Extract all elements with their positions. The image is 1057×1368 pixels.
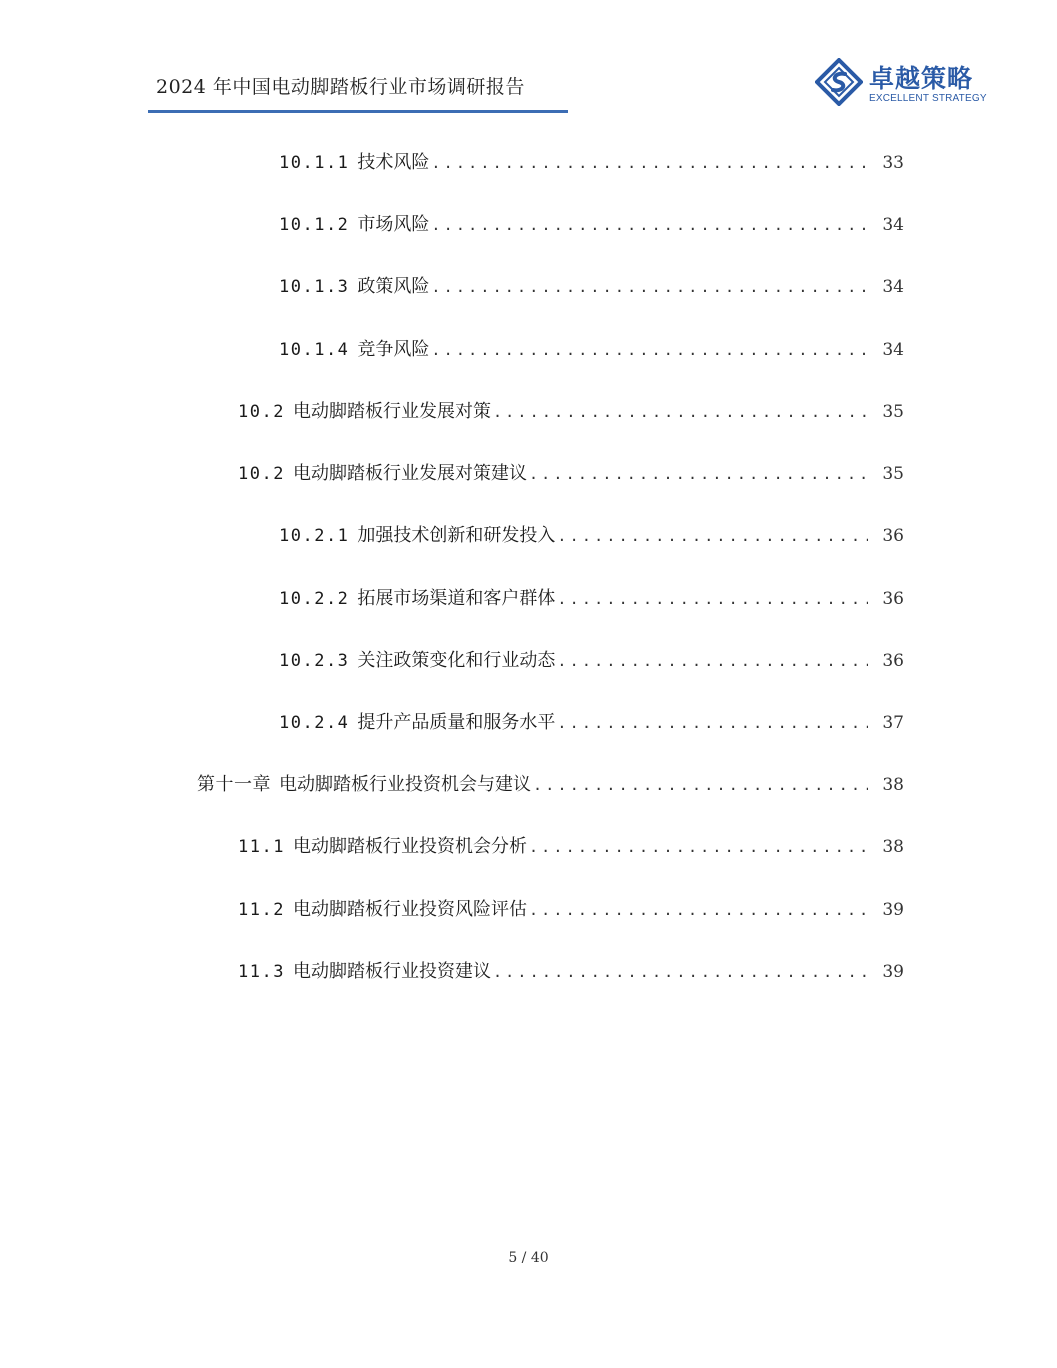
toc-entry-page: 39 [882,962,904,982]
toc-leader-dots [557,584,868,614]
toc-leader-dots [529,895,868,925]
toc-entry-page: 35 [882,402,904,422]
toc-leader-dots [493,957,868,987]
toc-entry-title: 关注政策变化和行业动态 [357,650,556,671]
toc-entry-number: 10.2 [238,464,285,484]
toc-entry-page: 36 [882,526,904,546]
diamond-s-logo-icon [815,58,863,106]
toc-entry-page: 38 [882,775,904,795]
toc-leader-dots [557,646,868,676]
toc-entry-number: 10.1.4 [279,340,350,360]
toc-entry-page: 34 [882,340,904,360]
toc-leader-dots [529,459,868,489]
toc-entry[interactable] [279,272,904,302]
toc-entry-number: 10.2.1 [279,526,350,546]
toc-entry-title: 电动脚踏板行业投资建议 [292,961,491,982]
toc-entry-number: 10.2.2 [279,589,350,609]
toc-entry-page: 34 [882,277,904,297]
toc-entry-number: 10.1.1 [279,153,350,173]
toc-entry-page: 39 [882,900,904,920]
toc-entry-title: 竞争风险 [357,339,430,360]
toc-entry-page: 33 [882,153,904,173]
toc-entry[interactable] [279,210,904,240]
toc-leader-dots [557,708,868,738]
toc-entry-number: 10.2.3 [279,651,350,671]
toc-entry[interactable] [279,148,904,178]
toc-entry[interactable] [279,584,904,614]
toc-entry-page: 37 [882,713,904,733]
toc-entry-number: 10.1.2 [279,215,350,235]
toc-entry-page: 36 [882,589,904,609]
toc-entry[interactable] [279,708,904,738]
toc-entry[interactable] [238,895,904,925]
toc-entry-number: 11.3 [238,962,285,982]
toc-entry-number: 第十一章 [197,774,271,795]
logo-name-cn: 卓越策略 [869,64,974,93]
toc-entry[interactable] [238,957,904,987]
toc-entry[interactable] [279,521,904,551]
toc-leader-dots [557,521,868,551]
company-logo [815,58,985,108]
toc-entry-title: 电动脚踏板行业投资机会与建议 [279,774,531,795]
toc-entry-number: 11.1 [238,837,285,857]
toc-entry[interactable] [279,335,904,365]
toc-leader-dots [529,832,868,862]
toc-entry-number: 10.2.4 [279,713,350,733]
toc-entry-number: 11.2 [238,900,285,920]
page-number: 5 / 40 [508,1250,549,1266]
toc-entry[interactable] [238,832,904,862]
toc-leader-dots [533,770,868,800]
toc-entry-page: 36 [882,651,904,671]
toc-leader-dots [431,210,868,240]
toc-entry-title: 拓展市场渠道和客户群体 [357,588,556,609]
toc-entry[interactable] [197,770,904,800]
toc-entry-title: 市场风险 [357,214,430,235]
toc-entry[interactable] [238,397,904,427]
toc-entry-title: 加强技术创新和研发投入 [357,525,556,546]
toc-leader-dots [431,272,868,302]
document-title: 2024 年中国电动脚踏板行业市场调研报告 [156,76,525,98]
toc-leader-dots [431,335,868,365]
toc-entry-title: 政策风险 [357,276,430,297]
toc-entry-page: 35 [882,464,904,484]
toc-entry[interactable] [279,646,904,676]
toc-entry-title: 技术风险 [357,152,430,173]
toc-entry-title: 电动脚踏板行业发展对策建议 [292,463,527,484]
toc-entry-title: 提升产品质量和服务水平 [357,712,556,733]
toc-entry-title: 电动脚踏板行业投资风险评估 [292,899,527,920]
toc-entry-title: 电动脚踏板行业发展对策 [292,401,491,422]
logo-name-en: EXCELLENT STRATEGY [869,93,987,104]
toc-entry[interactable] [238,459,904,489]
header-divider [148,110,568,113]
toc-entry-page: 34 [882,215,904,235]
toc-leader-dots [431,148,868,178]
toc-entry-number: 10.2 [238,402,285,422]
toc-entry-title: 电动脚踏板行业投资机会分析 [292,836,527,857]
toc-entry-page: 38 [882,837,904,857]
toc-entry-number: 10.1.3 [279,277,350,297]
toc-leader-dots [493,397,868,427]
